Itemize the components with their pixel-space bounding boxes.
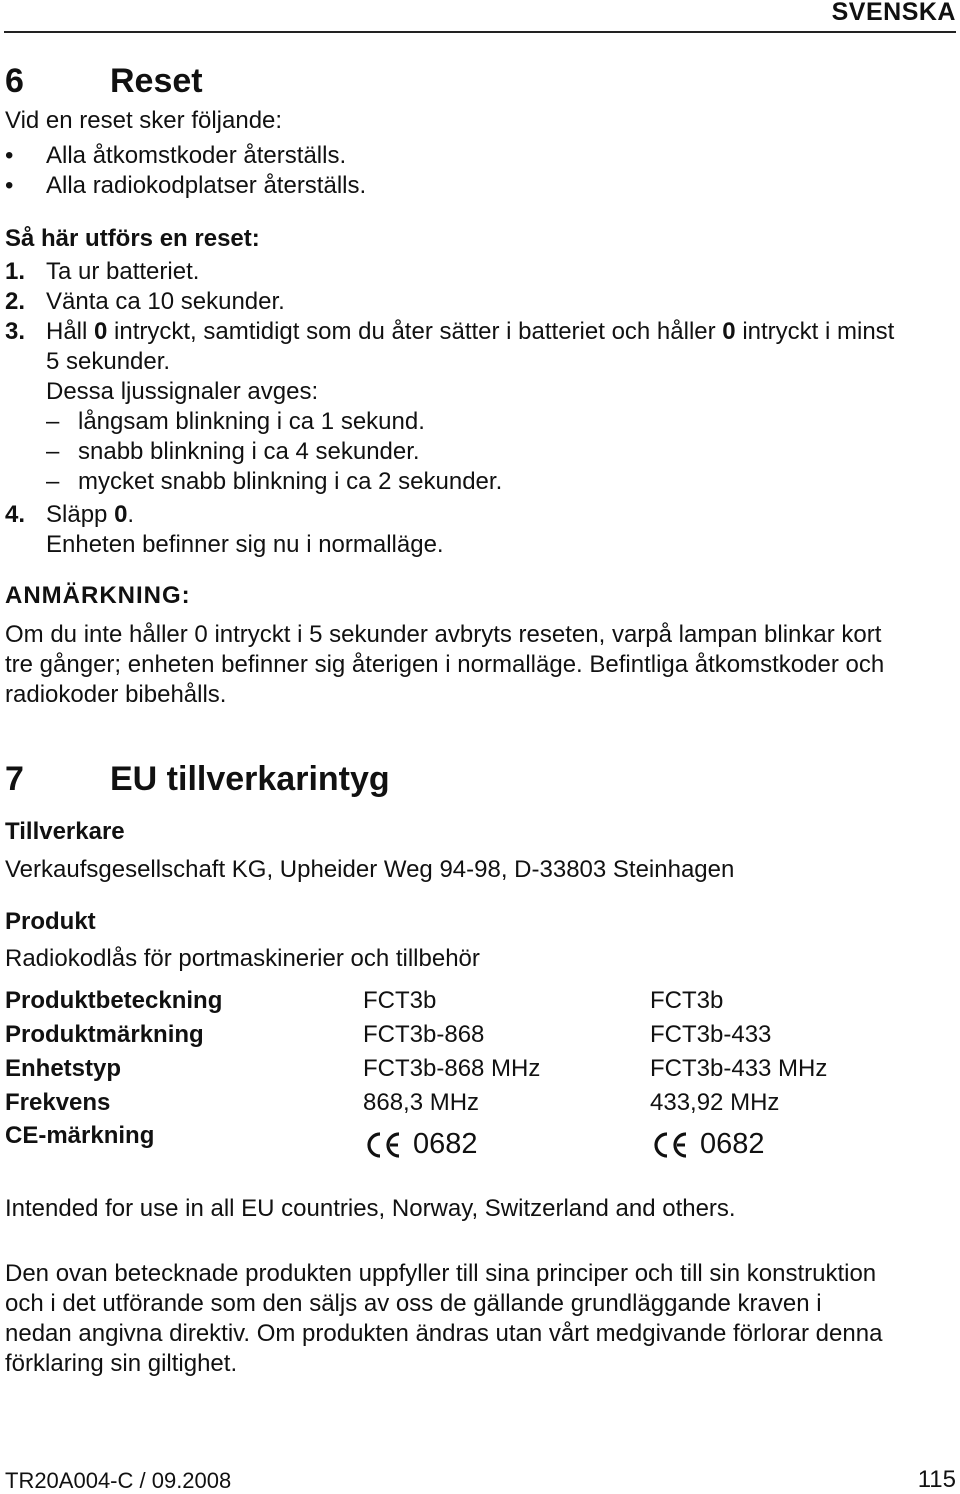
- bullet-marker: •: [5, 142, 14, 169]
- step-text: Släpp 0.: [46, 501, 135, 528]
- section-7-number: 7: [5, 760, 24, 798]
- bullet-item: Alla åtkomstkoder återställs.: [46, 142, 347, 169]
- manufacturer-label: Tillverkare: [5, 818, 125, 845]
- step-text: Håll 0 intryckt, samtidigt som du åter sätter i batteriet och håller 0 intryckt i minst: [46, 318, 895, 345]
- spec-row-label: Produktmärkning: [5, 1021, 204, 1048]
- section-6-title: Reset: [110, 62, 203, 100]
- spec-row-label: Produktbeteckning: [5, 987, 223, 1014]
- spec-row-label: Frekvens: [5, 1089, 111, 1116]
- note-line: tre gånger; enheten befinner sig återigen i normalläge. Befintliga åtkomstkoder och: [5, 651, 885, 678]
- declaration: [5, 1259, 955, 1379]
- spec-row-col2: FCT3b: [650, 987, 724, 1014]
- reset-intro: Vid en reset sker följande:: [5, 107, 283, 134]
- intended-use: Intended for use in all EU countries, Norway, Switzerland and others.: [5, 1195, 736, 1222]
- step-text: Ta ur batteriet.: [46, 258, 200, 285]
- dash-marker: –: [46, 468, 60, 495]
- step-text: Vänta ca 10 sekunder.: [46, 288, 285, 315]
- dash-marker: –: [46, 408, 60, 435]
- spec-row-col1: FCT3b: [363, 987, 437, 1014]
- spec-row-col2: FCT3b-433: [650, 1021, 772, 1048]
- ce-col2: [650, 1128, 765, 1161]
- step-number: 4.: [5, 501, 26, 528]
- signal-item: snabb blinkning i ca 4 sekunder.: [78, 438, 420, 465]
- ce-mark-icon: [363, 1130, 403, 1160]
- spec-row-label: Enhetstyp: [5, 1055, 122, 1082]
- header-language: SVENSKA: [831, 0, 956, 26]
- step-number: 3.: [5, 318, 26, 345]
- note-heading: ANMÄRKNING:: [5, 582, 191, 609]
- spec-row-col2: FCT3b-433 MHz: [650, 1055, 828, 1082]
- signal-item: mycket snabb blinkning i ca 2 sekunder.: [78, 468, 503, 495]
- signal-item: långsam blinkning i ca 1 sekund.: [78, 408, 425, 435]
- declaration-line: förklaring sin giltighet.: [5, 1350, 238, 1377]
- product-value: Radiokodlås för portmaskinerier och tillbehör: [5, 945, 480, 972]
- ce-mark-icon: [650, 1130, 690, 1160]
- ce-col1: [363, 1128, 478, 1161]
- product-label: Produkt: [5, 908, 96, 935]
- step-number: 1.: [5, 258, 26, 285]
- spec-row-col1: FCT3b-868: [363, 1021, 485, 1048]
- note-line: radiokoder bibehålls.: [5, 681, 227, 708]
- dash-marker: –: [46, 438, 60, 465]
- footer-page-number: 115: [917, 1466, 956, 1493]
- spec-row-col1: 868,3 MHz: [363, 1089, 480, 1116]
- footer-doc-id: TR20A004-C / 09.2008: [5, 1468, 232, 1493]
- declaration-line: nedan angivna direktiv. Om produkten ändras utan vårt medgivande förlorar denna: [5, 1320, 883, 1347]
- section-6-number: 6: [5, 62, 24, 100]
- spec-row-col2: 433,92 MHz: [650, 1089, 780, 1116]
- manufacturer-value: Verkaufsgesellschaft KG, Upheider Weg 94-98, D-33803 Steinhagen: [5, 856, 735, 883]
- ce-number: 0682: [700, 1128, 765, 1160]
- ce-number: 0682: [413, 1128, 478, 1160]
- step-text-continued: 5 sekunder.: [46, 348, 171, 375]
- note-line: Om du inte håller 0 intryckt i 5 sekunder avbryts reseten, varpå lampan blinkar kort: [5, 621, 882, 648]
- bullet-item: Alla radiokodplatser återställs.: [46, 172, 367, 199]
- section-7-title: EU tillverkarintyg: [110, 760, 390, 798]
- bullet-marker: •: [5, 172, 14, 199]
- ce-label: CE-märkning: [5, 1122, 155, 1149]
- howto-heading: Så här utförs en reset:: [5, 225, 260, 252]
- signals-label: Dessa ljussignaler avges:: [46, 378, 319, 405]
- declaration-line: Den ovan betecknade produkten uppfyller till sina principer och till sin konstruktion: [5, 1260, 877, 1287]
- step-number: 2.: [5, 288, 26, 315]
- header-divider: [4, 31, 956, 33]
- spec-row-col1: FCT3b-868 MHz: [363, 1055, 541, 1082]
- declaration-line: och i det utförande som den säljs av oss de gällande grundläggande kraven i: [5, 1290, 822, 1317]
- note-body: [5, 620, 955, 710]
- step-text-continued: Enheten befinner sig nu i normalläge.: [46, 531, 444, 558]
